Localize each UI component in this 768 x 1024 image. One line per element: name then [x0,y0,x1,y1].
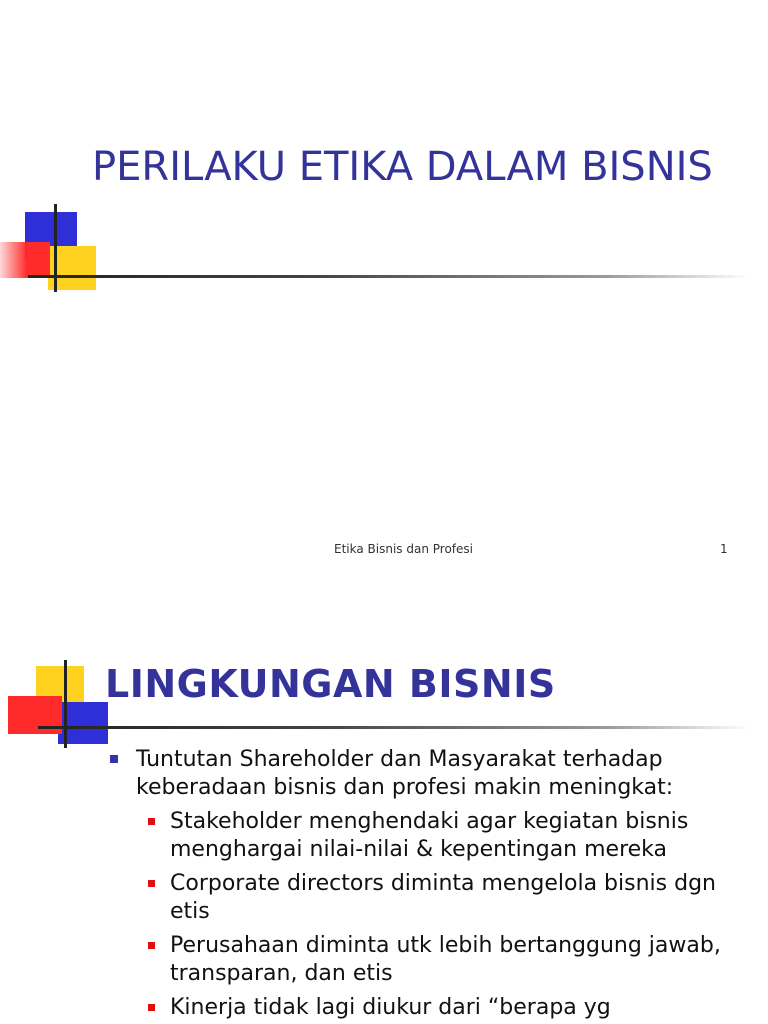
title-underline [28,275,750,278]
corner-decoration [0,658,110,753]
slide-2 [0,590,768,1024]
vertical-line [54,204,57,292]
sub-bullet-text: Stakeholder menghendaki agar kegiatan bisnis menghargai nilai-nilai & kepentingan mereka [170,809,689,862]
square-bullet-icon [148,1004,155,1011]
footer-text: Etika Bisnis dan Profesi [334,542,473,556]
slide-title: PERILAKU ETIKA DALAM BISNIS [92,144,713,190]
list-item [136,994,748,1022]
bullet-list [108,746,748,1022]
sub-bullet-text: Corporate directors diminta mengelola bisnis dgn etis [170,871,716,924]
square-bullet-icon [148,942,155,949]
list-item [136,932,748,988]
slide-title: LINGKUNGAN BISNIS [105,662,556,706]
square-bullet-icon [148,818,155,825]
red-square [0,242,50,278]
vertical-line [64,660,67,748]
page-number: 1 [720,542,728,556]
sub-bullet-text: Perusahaan diminta utk lebih bertanggung jawab, transparan, dan etis [170,933,721,986]
sub-bullet-list [136,808,748,1022]
title-underline [38,726,750,729]
list-item [136,870,748,926]
list-item [136,808,748,864]
bullet-text: Tuntutan Shareholder dan Masyarakat terhadap keberadaan bisnis dan profesi makin meningkat: [136,747,674,800]
list-item [108,746,748,1022]
square-bullet-icon [148,880,155,887]
square-bullet-icon [110,755,118,763]
sub-bullet-text: Kinerja tidak lagi diukur dari “berapa yg [170,995,611,1020]
corner-decoration [0,200,100,295]
